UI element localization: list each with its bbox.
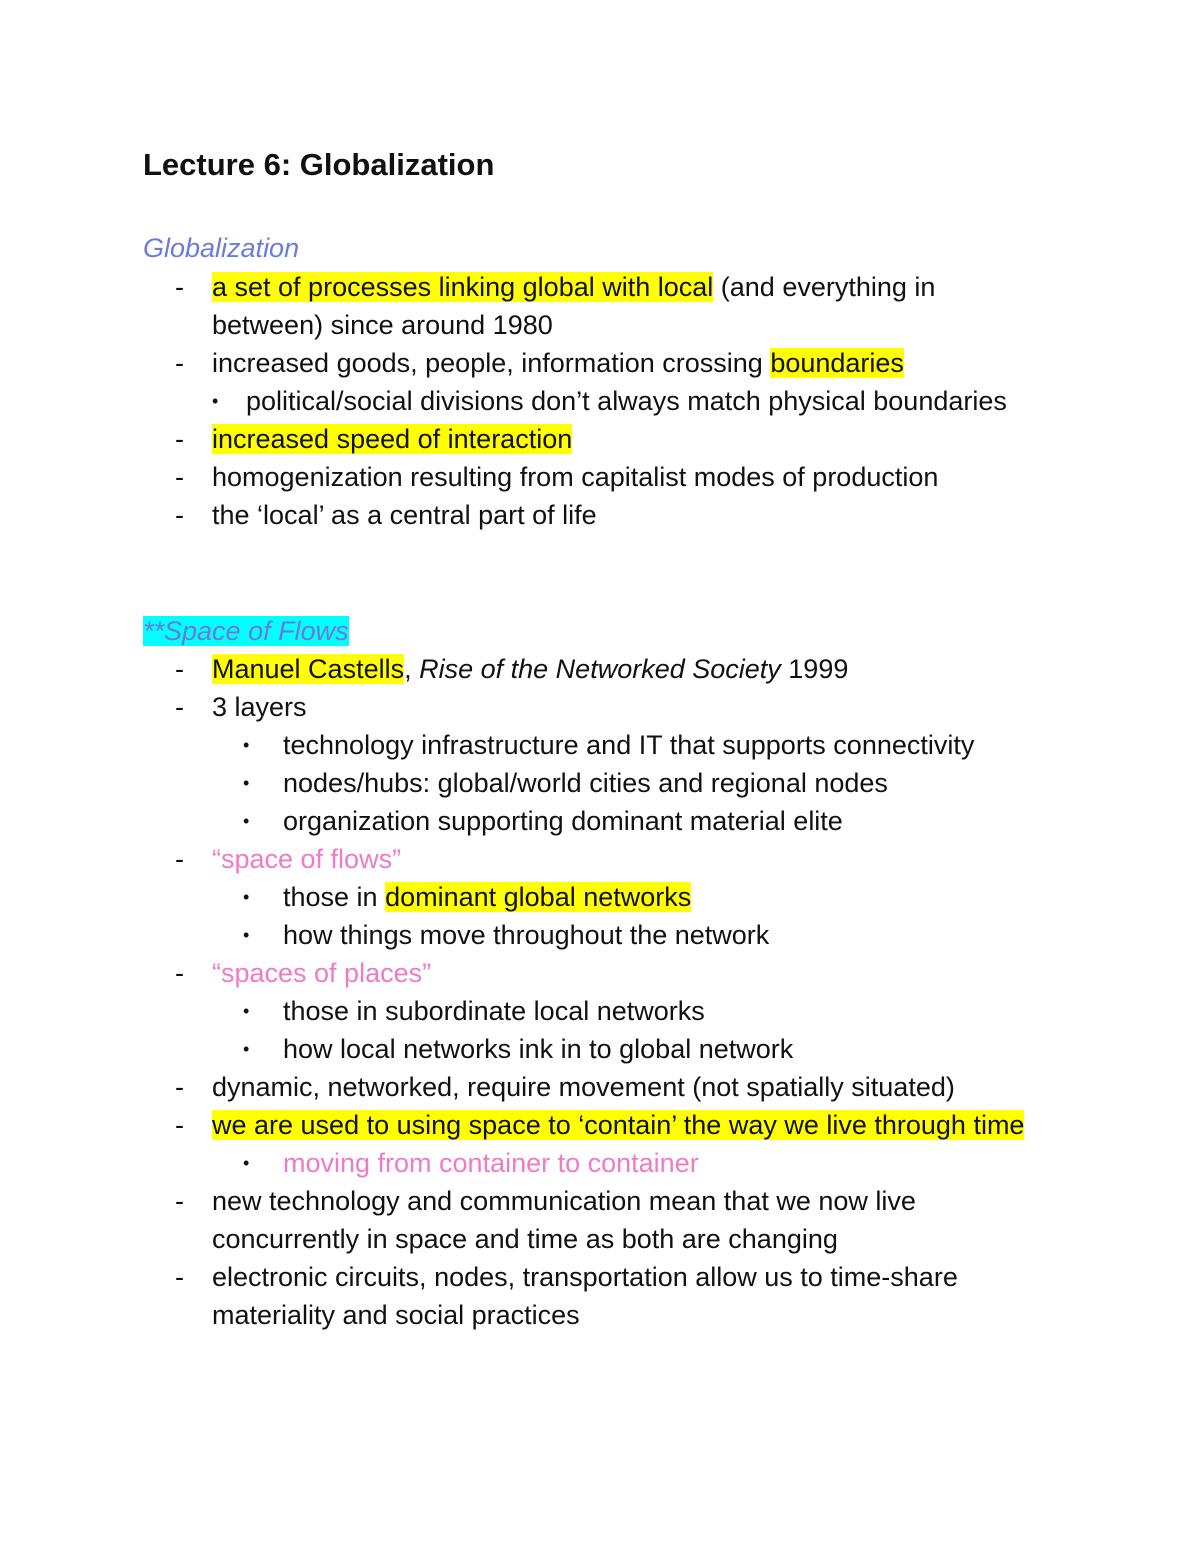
list-item xyxy=(143,1106,1043,1144)
dash-marker: - xyxy=(175,500,184,530)
item-text: homogenization resulting from capitalist modes of production xyxy=(212,462,939,492)
item-text: new technology and communication mean that we now live concurrently in space and time as both are changing xyxy=(212,1186,916,1254)
globalization-list xyxy=(143,268,1043,534)
item-text: , xyxy=(404,654,420,684)
highlighted-text: dominant global networks xyxy=(385,882,692,912)
item-text: moving from container to container xyxy=(283,1148,699,1178)
sub-list-item xyxy=(143,1144,1043,1182)
highlighted-text: we are used to using space to ‘contain’ the way we live through time xyxy=(212,1110,1025,1140)
bullet-marker: • xyxy=(243,887,250,907)
item-text: nodes/hubs: global/world cities and regional nodes xyxy=(283,768,888,798)
list-item xyxy=(143,954,1043,992)
item-text: 3 layers xyxy=(212,692,307,722)
highlighted-text: boundaries xyxy=(770,348,904,378)
book-title: Rise of the Networked Society xyxy=(419,654,781,684)
list-item xyxy=(143,1182,1043,1258)
item-text: technology infrastructure and IT that supports connectivity xyxy=(283,730,975,760)
dash-marker: - xyxy=(175,348,184,378)
list-item xyxy=(143,650,1043,688)
list-item xyxy=(143,420,1043,458)
bullet-marker: • xyxy=(243,735,250,755)
sub-list-item xyxy=(143,382,1043,420)
item-text: electronic circuits, nodes, transportation allow us to time-share materiality and social practices xyxy=(212,1262,958,1330)
dash-marker: - xyxy=(175,654,184,684)
list-item xyxy=(143,496,1043,534)
bullet-marker: • xyxy=(243,811,250,831)
item-text: how local networks ink in to global network xyxy=(283,1034,794,1064)
dash-marker: - xyxy=(175,1186,184,1216)
sub-list-item xyxy=(143,764,1043,802)
dash-marker: - xyxy=(175,958,184,988)
item-text: increased goods, people, information crossing xyxy=(212,348,771,378)
dash-marker: - xyxy=(175,1262,184,1292)
highlighted-text: increased speed of interaction xyxy=(212,424,573,454)
bullet-marker: • xyxy=(243,1001,250,1021)
item-text: those in xyxy=(283,882,386,912)
item-text: the ‘local’ as a central part of life xyxy=(212,500,597,530)
item-text: political/social divisions don’t always match physical boundaries xyxy=(246,386,1007,416)
sub-list-item xyxy=(143,726,1043,764)
item-text: those in subordinate local networks xyxy=(283,996,705,1026)
list-item xyxy=(143,344,1043,382)
bullet-marker: • xyxy=(243,1153,250,1173)
list-item xyxy=(143,1258,1043,1334)
dash-marker: - xyxy=(175,1072,184,1102)
page-title: Lecture 6: Globalization xyxy=(143,147,495,182)
highlighted-text: a set of processes linking global with local xyxy=(212,272,714,302)
quoted-term: “spaces of places” xyxy=(212,958,432,988)
sub-list-item xyxy=(143,878,1043,916)
dash-marker: - xyxy=(175,272,184,302)
bullet-marker: • xyxy=(212,391,219,411)
bullet-marker: • xyxy=(243,773,250,793)
section-heading-globalization: Globalization xyxy=(143,233,300,263)
list-item xyxy=(143,688,1043,726)
sub-list-item xyxy=(143,916,1043,954)
bullet-marker: • xyxy=(243,1039,250,1059)
section-heading-space-of-flows xyxy=(143,612,349,650)
item-text: (and everything in between) since around 1980 xyxy=(212,272,936,340)
dash-marker: - xyxy=(175,692,184,722)
sub-list-item xyxy=(143,1030,1043,1068)
list-item xyxy=(143,458,1043,496)
bullet-marker: • xyxy=(243,925,250,945)
dash-marker: - xyxy=(175,462,184,492)
list-item xyxy=(143,268,1043,344)
list-item xyxy=(143,840,1043,878)
dash-marker: - xyxy=(175,844,184,874)
item-text: how things move throughout the network xyxy=(283,920,770,950)
dash-marker: - xyxy=(175,1110,184,1140)
space-of-flows-list xyxy=(143,650,1043,1334)
quoted-term: “space of flows” xyxy=(212,844,402,874)
item-text: 1999 xyxy=(780,654,849,684)
item-text: organization supporting dominant material elite xyxy=(283,806,843,836)
highlighted-heading: **Space of Flows xyxy=(143,616,349,646)
sub-list-item xyxy=(143,992,1043,1030)
dash-marker: - xyxy=(175,424,184,454)
list-item xyxy=(143,1068,1043,1106)
sub-list-item xyxy=(143,802,1043,840)
highlighted-text: Manuel Castells xyxy=(212,654,405,684)
item-text: dynamic, networked, require movement (not spatially situated) xyxy=(212,1072,955,1102)
